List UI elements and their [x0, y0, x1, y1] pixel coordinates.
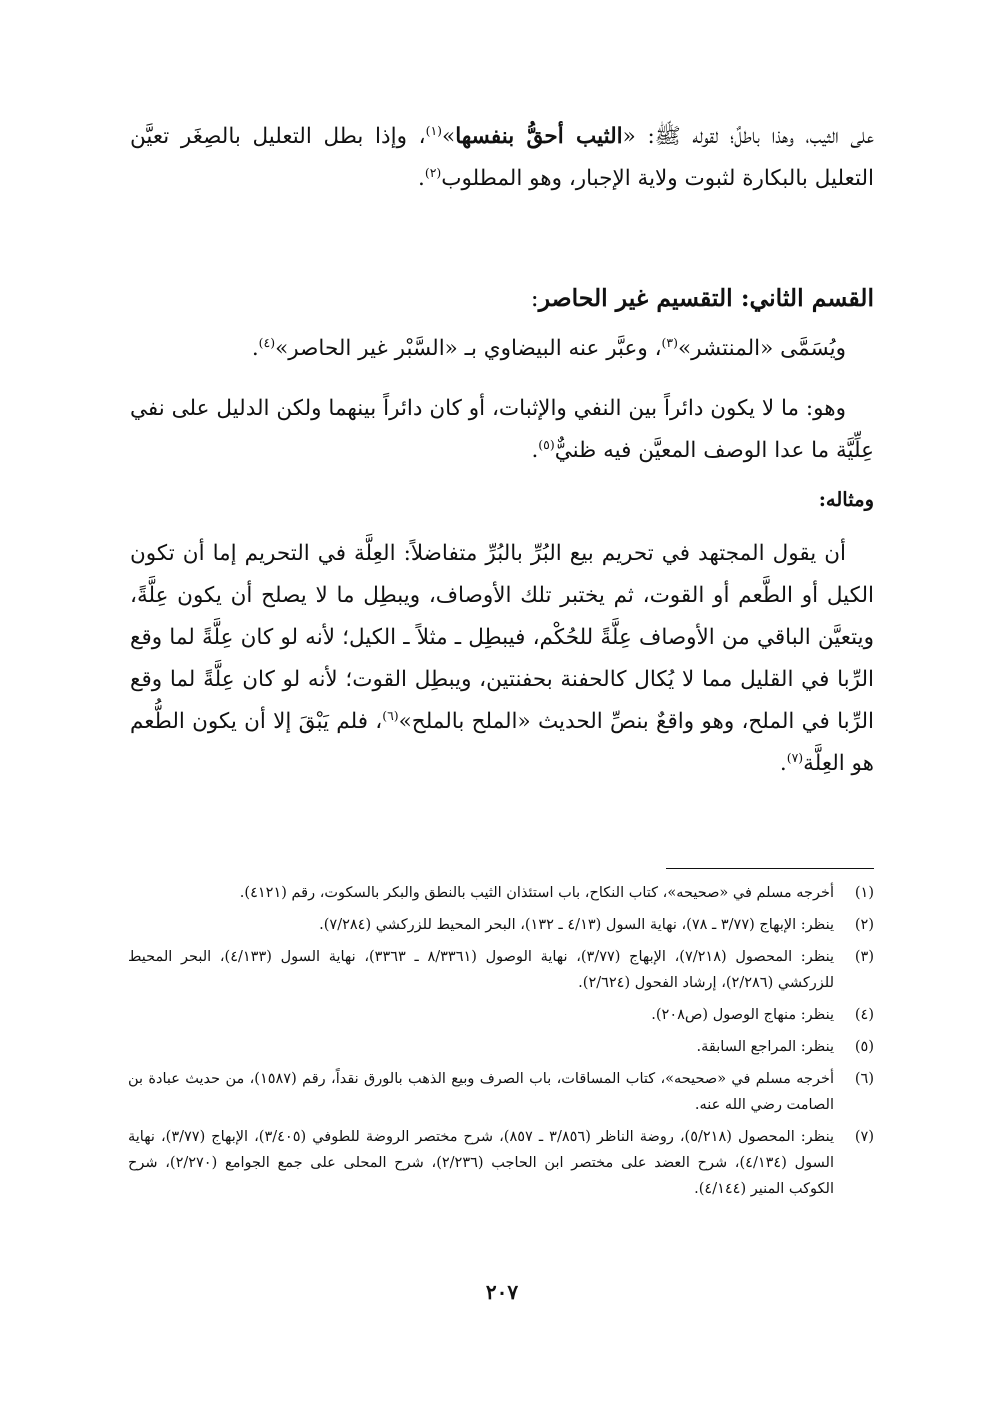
footnote-text: ينظر: الإبهاج (٣/٧٧ ـ ٧٨)، نهاية السول (٤/١٣ ـ ١٣٢)، البحر المحيط للزركشي (٧/٢٨٤). — [319, 917, 834, 933]
paragraph-2-text-b: ، وعبَّر عنه البيضاوي بـ «السَّبْر غير الحاصر» — [275, 336, 662, 361]
footnote-text: ينظر: المحصول (٧/٢١٨)، الإبهاج (٣/٧٧)، نهاية الوصول (٨/٣٣٦١ ـ ٣٣٦٣)، نهاية السول (٤/١٣٣)، البحر المحيط للزركشي (٢/٢٨٦)، إرشاد الفحول (٢/٦٢٤). — [128, 949, 835, 991]
footnote-text: ينظر: المحصول (٥/٢١٨)، روضة الناظر (٣/٨٥٦ ـ ٨٥٧)، شرح مختصر الروضة للطوفي (٣/٤٠٥)، الإبهاج (٣/٧٧)، نهاية السول (٤/١٣٤)، شرح العضد على مختصر ابن الحاجب (٢/٢٣٦)، شرح المحلى على جمع الجوامع (٢/٢٧٠)، شرح الكوكب المنير (٤/١٤٤). — [128, 1129, 834, 1197]
paragraph-1-text-b: » — [442, 124, 456, 149]
paragraph-4-text-a: أن يقول المجتهد في تحريم بيع البُرِّ بالبُرِّ متفاضلاً: العِلَّة في التحريم إما أن تكون الكيل أو الطَّعم أو القوت، ثم يختبر تلك الأوصاف، ويبطِل ما لا يصلح أن يكون عِلَّةً، ويتعيَّن الباقي من الأوصاف عِلَّةً للحُكْم، فيبطِل ـ مثلاً ـ الكيل؛ لأنه لو كان عِلَّةً لما وقع الرِّبا في القليل مما لا يُكال كالحفنة بحفنتين، ويبطِل القوت؛ لأنه لو كان عِلَّةً لما وقع الرِّبا في الملح، وهو واقعٌ بنصِّ الحديث «الملح بالملح» — [130, 541, 874, 734]
footnote-ref-7[interactable]: (٧) — [786, 749, 804, 765]
footnote-ref-3[interactable]: (٣) — [661, 334, 678, 350]
paragraph-1-text-d: . — [417, 166, 425, 191]
example-heading: ومثاله: — [818, 488, 874, 511]
paragraph-1-text-c: ، وإذا بطل التعليل بالصِغَر تعيَّن التعليل بالبكارة لثبوت ولاية الإجبار، وهو المطلوب — [130, 124, 874, 191]
paragraph-3 — [130, 388, 874, 472]
footnote-item — [128, 1034, 874, 1060]
footnote-text: ينظر: المراجع السابقة. — [696, 1039, 834, 1055]
footnote-number: (٢) — [854, 917, 874, 933]
hadith-quote: الثيب أحقُّ بنفسها — [455, 124, 623, 149]
footnote-number: (١) — [854, 885, 874, 901]
footnote-divider — [666, 868, 874, 869]
footnote-text: ينظر: منهاج الوصول (ص٢٠٨). — [651, 1007, 834, 1023]
footnote-ref-6[interactable]: (٦) — [382, 707, 399, 723]
paragraph-4-text-c: . — [779, 751, 787, 776]
paragraph-3-text-b: . — [531, 438, 539, 463]
paragraph-4 — [130, 533, 874, 785]
footnote-ref-5[interactable]: (٥) — [538, 436, 555, 452]
footnote-item — [128, 944, 874, 996]
footnote-ref-4[interactable]: (٤) — [258, 334, 276, 350]
section-heading-title: القسم الثاني: التقسيم غير الحاصر — [538, 284, 874, 312]
footnote-number: (٦) — [854, 1071, 874, 1087]
footnotes — [128, 880, 874, 1208]
footnote-ref-1[interactable]: (١) — [425, 122, 443, 138]
paragraph-4-text-b: ، فلم يَبْقَ إلا أن يكون الطُّعم هو العِلَّة — [130, 709, 874, 776]
footnote-item — [128, 880, 874, 906]
footnote-text: أخرجه مسلم في «صحيحه»، كتاب المساقات، باب الصرف وبيع الذهب بالورق نقداً، رقم (١٥٨٧)، من حديث عبادة بن الصامت رضي الله عنه. — [128, 1071, 835, 1113]
footnote-number: (٤) — [854, 1007, 874, 1023]
footnote-number: (٥) — [854, 1039, 874, 1055]
footnote-number: (٣) — [854, 949, 874, 965]
paragraph-3-text-a: وهو: ما لا يكون دائراً بين النفي والإثبات، أو كان دائراً بينهما ولكن الدليل على نفي عِلِّيَّة ما عدا الوصف المعيَّن فيه ظنيٌّ — [130, 396, 874, 463]
footnote-text: أخرجه مسلم في «صحيحه»، كتاب النكاح، باب استئذان الثيب بالنطق والبكر بالسكوت، رقم (٤١٢١). — [239, 885, 834, 901]
footnote-item — [128, 912, 874, 938]
footnote-number: (٧) — [854, 1129, 874, 1145]
footnote-ref-2[interactable]: (٢) — [424, 164, 442, 180]
page-number: ٢٠٧ — [485, 1280, 519, 1304]
footnote-item — [128, 1124, 874, 1202]
footnote-item — [128, 1002, 874, 1028]
footnote-item — [128, 1066, 874, 1118]
section-heading-colon: : — [530, 284, 539, 312]
section-heading — [130, 278, 874, 318]
paragraph-1-text-a: على الثيب، وهذا باطلٌ؛ لقوله ﷺ: « — [622, 124, 875, 149]
paragraph-2 — [130, 328, 874, 370]
paragraph-2-text-a: ويُسَمَّى «المنتشر» — [677, 336, 846, 361]
paragraph-1 — [130, 116, 874, 200]
paragraph-2-text-c: . — [251, 336, 259, 361]
